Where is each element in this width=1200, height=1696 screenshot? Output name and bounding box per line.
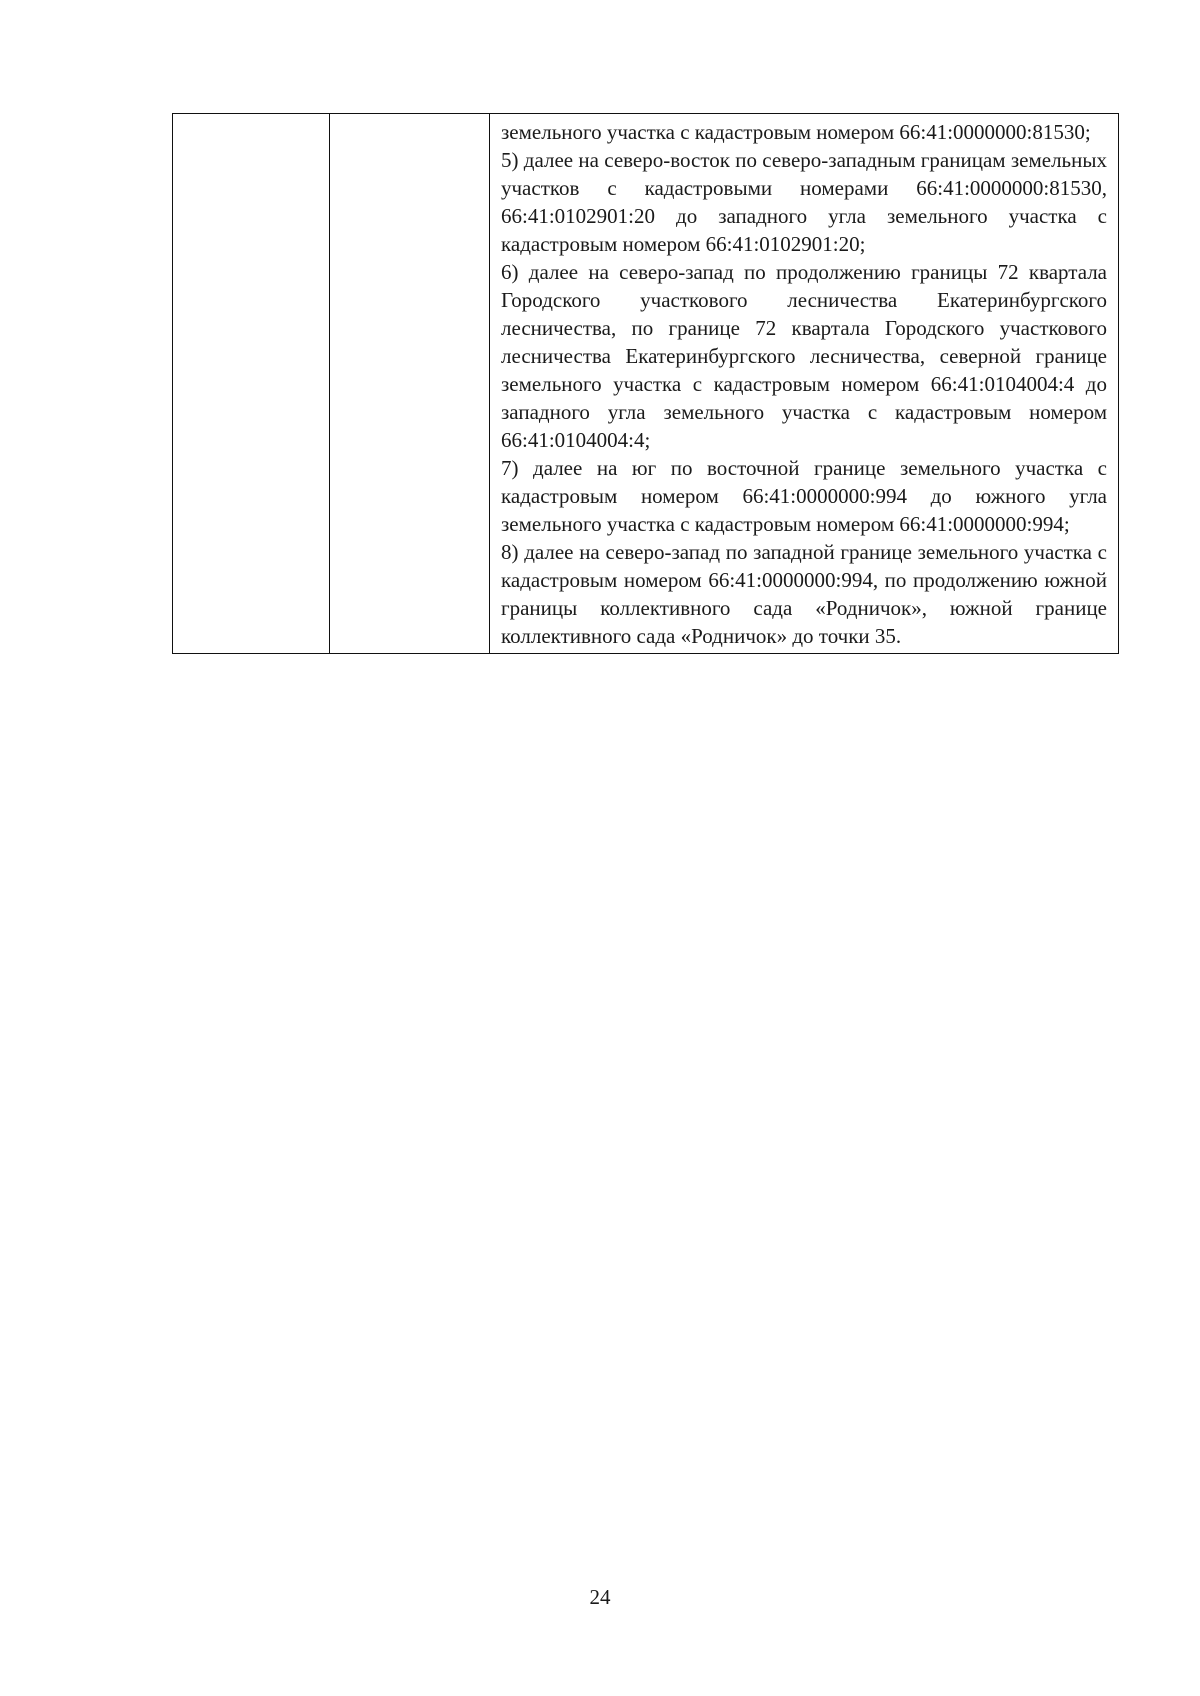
page-number: 24 <box>589 1585 611 1609</box>
table-cell-number <box>173 114 330 654</box>
boundary-description-table <box>172 113 1119 654</box>
description-paragraph: 7) далее на юг по восточной границе земельного участка с кадастровым номером 66:41:0000000:994 до южного угла земельного участка с кадастровым номером 66:41:0000000:994; <box>501 456 1107 536</box>
table-row <box>173 114 1119 654</box>
description-paragraph: земельного участка с кадастровым номером 66:41:0000000:81530; <box>501 120 1091 144</box>
description-paragraph: 5) далее на северо-восток по северо-западным границам земельных участков с кадастровыми номерами 66:41:0000000:81530, 66:41:0102901:20 до западного угла земельного участка с кадастровым номером 66:41:0102901:20; <box>501 148 1107 256</box>
description-paragraph: 6) далее на северо-запад по продолжению границы 72 квартала Городского участкового лесничества Екатеринбургского лесничества, по границе 72 квартала Городского участкового лесничества Екатеринбургского лесничества, северной границе земельного участка с кадастровым номером 66:41:0104004:4 до западного угла земельного участка с кадастровым номером 66:41:0104004:4; <box>501 260 1107 452</box>
description-paragraph: 8) далее на северо-запад по западной границе земельного участка с кадастровым номером 66:41:0000000:994, по продолжению южной границы коллективного сада «Родничок», южной границе коллективного сада «Родничок» до точки 35. <box>501 540 1107 648</box>
table-cell-name <box>330 114 490 654</box>
boundary-description-text <box>490 114 1118 653</box>
table-cell-description <box>490 114 1119 654</box>
